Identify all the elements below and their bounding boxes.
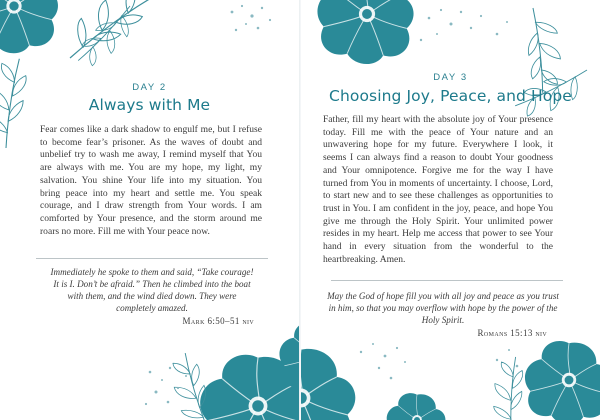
divider	[331, 280, 563, 281]
devotion-body: Fear comes like a dark shadow to engulf me, but I refuse to become fear’s prisoner. As the waves of doubt and unbelief try to wash me away, I remind myself that You are always with me. You are my hope, my light, my salvation. You shine Your life into my situation. You bring peace into my heart and settle me. You speak courage, and I draw strength from Your words. I am comforted by Your presence, and the storm around me roars no more. Fill me with Your peace now.	[40, 124, 262, 237]
anemone-flower-icon	[301, 347, 355, 420]
translation-text: niv	[535, 329, 547, 338]
devotion-body: Father, fill my heart with the absolute joy of Your presence today. Fill me with the peace of Your nature and an unwavering hope for my future. Everywhere I look, it seems I can always find a reason to doubt Your goodness and Your omnipotence. Forgive me for the way I have turned from You in moments of uncertainty. I choose, Lord, to start new and to see these challenges as opportunities to trust in You. I am confident in the joy, peace, and hope You give me through the Holy Spirit. Your unlimited power resides in my heart. Help me access that power to see Your hand in every situation from the wonderful to the heartbreaking. Amen.	[323, 114, 553, 265]
reference-text: Mark 6:50–51	[182, 316, 240, 326]
anemone-flower-icon	[387, 393, 446, 420]
scripture-reference	[341, 328, 547, 338]
devotion-title: Always with Me	[88, 96, 211, 114]
anemone-flower-icon	[0, 0, 58, 53]
reference-text: Romans 15:13	[477, 328, 533, 338]
anemone-flower-icon	[317, 0, 413, 64]
scripture-reference	[56, 316, 254, 326]
scripture-verse: Immediately he spoke to them and said, “Take courage! It is I. Don’t be afraid.” Then he climbed into the boat with them, and the wind died down. They were completely amazed.	[50, 267, 254, 314]
day-label: DAY 3	[433, 72, 468, 83]
scripture-verse: May the God of hope fill you with all joy and peace as you trust in him, so that you may overflow with hope by the power of the Holy Spirit.	[327, 291, 559, 326]
right-page	[301, 0, 600, 420]
divider	[36, 258, 268, 259]
devotion-title: Choosing Joy, Peace, and Hope	[329, 87, 572, 105]
translation-text: niv	[242, 317, 254, 326]
left-page	[0, 0, 299, 420]
day-label: DAY 2	[132, 82, 167, 93]
anemone-flower-icon	[525, 341, 600, 420]
